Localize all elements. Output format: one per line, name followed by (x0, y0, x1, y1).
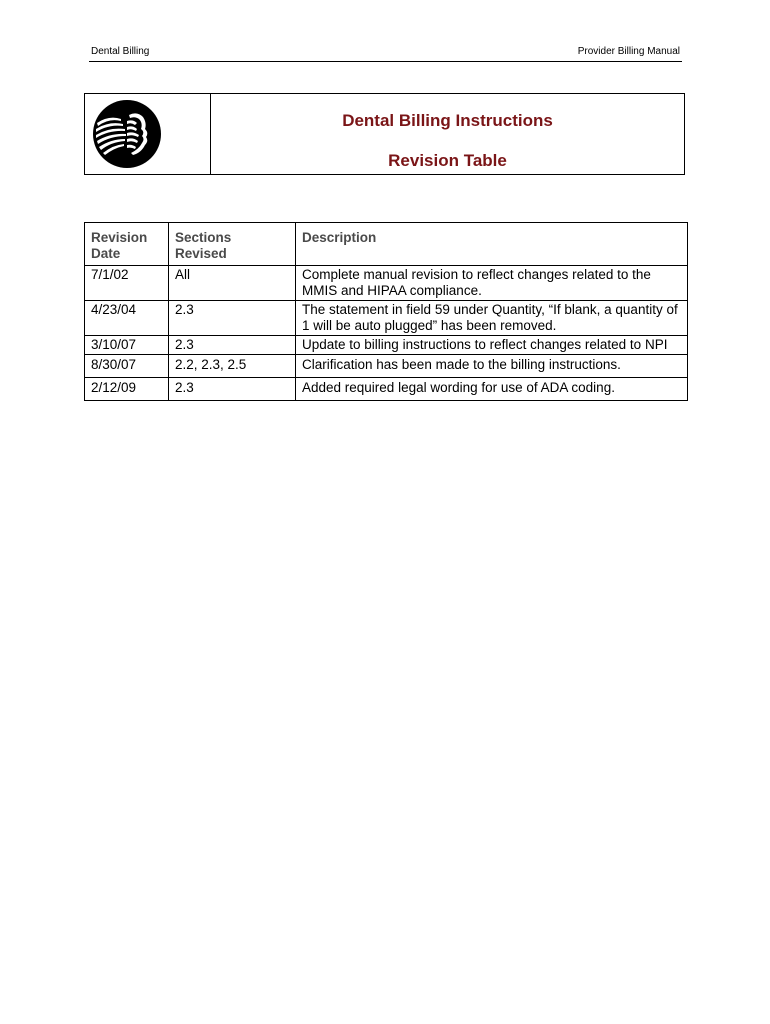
table-row (85, 266, 688, 301)
description-header (296, 223, 688, 266)
sections-cell: 2.3 (169, 336, 296, 355)
revision-table (84, 222, 688, 401)
table-row (85, 301, 688, 336)
document-title: Dental Billing Instructions (342, 111, 553, 130)
table-header-row (85, 223, 688, 266)
sections-header-line1: Sections (175, 230, 232, 245)
sections-cell: 2.3 (169, 301, 296, 336)
description-cell: Clarification has been made to the billing instructions. (296, 355, 688, 378)
revision-date-cell: 4/23/04 (85, 301, 169, 336)
revision-date-header-line1: Revision (91, 230, 148, 245)
table-row (85, 355, 688, 378)
revision-date-cell: 3/10/07 (85, 336, 169, 355)
revision-date-cell: 8/30/07 (85, 355, 169, 378)
sections-revised-header (169, 223, 296, 266)
revision-date-cell: 2/12/09 (85, 378, 169, 401)
sections-header-line2: Revised (175, 246, 227, 261)
header-left-text: Dental Billing (91, 46, 150, 57)
sections-cell: 2.2, 2.3, 2.5 (169, 355, 296, 378)
table-row (85, 378, 688, 401)
document-subtitle: Revision Table (388, 151, 507, 170)
description-cell: The statement in field 59 under Quantity, “If blank, a quantity of 1 will be auto plugged” has been removed. (296, 301, 688, 336)
revision-date-header-line2: Date (91, 246, 121, 261)
revision-date-header (85, 223, 169, 266)
description-header-label: Description (302, 230, 377, 245)
sections-cell: All (169, 266, 296, 301)
title-box (84, 93, 685, 175)
agency-logo (91, 99, 163, 169)
description-cell: Added required legal wording for use of ADA coding. (296, 378, 688, 401)
running-header (89, 44, 682, 62)
title-cell (211, 94, 684, 174)
revision-date-cell: 7/1/02 (85, 266, 169, 301)
table-row (85, 336, 688, 355)
sections-cell: 2.3 (169, 378, 296, 401)
description-cell: Update to billing instructions to reflect changes related to NPI (296, 336, 688, 355)
header-right-text: Provider Billing Manual (577, 46, 680, 57)
description-cell: Complete manual revision to reflect changes related to the MMIS and HIPAA compliance. (296, 266, 688, 301)
logo-cell (85, 94, 211, 174)
